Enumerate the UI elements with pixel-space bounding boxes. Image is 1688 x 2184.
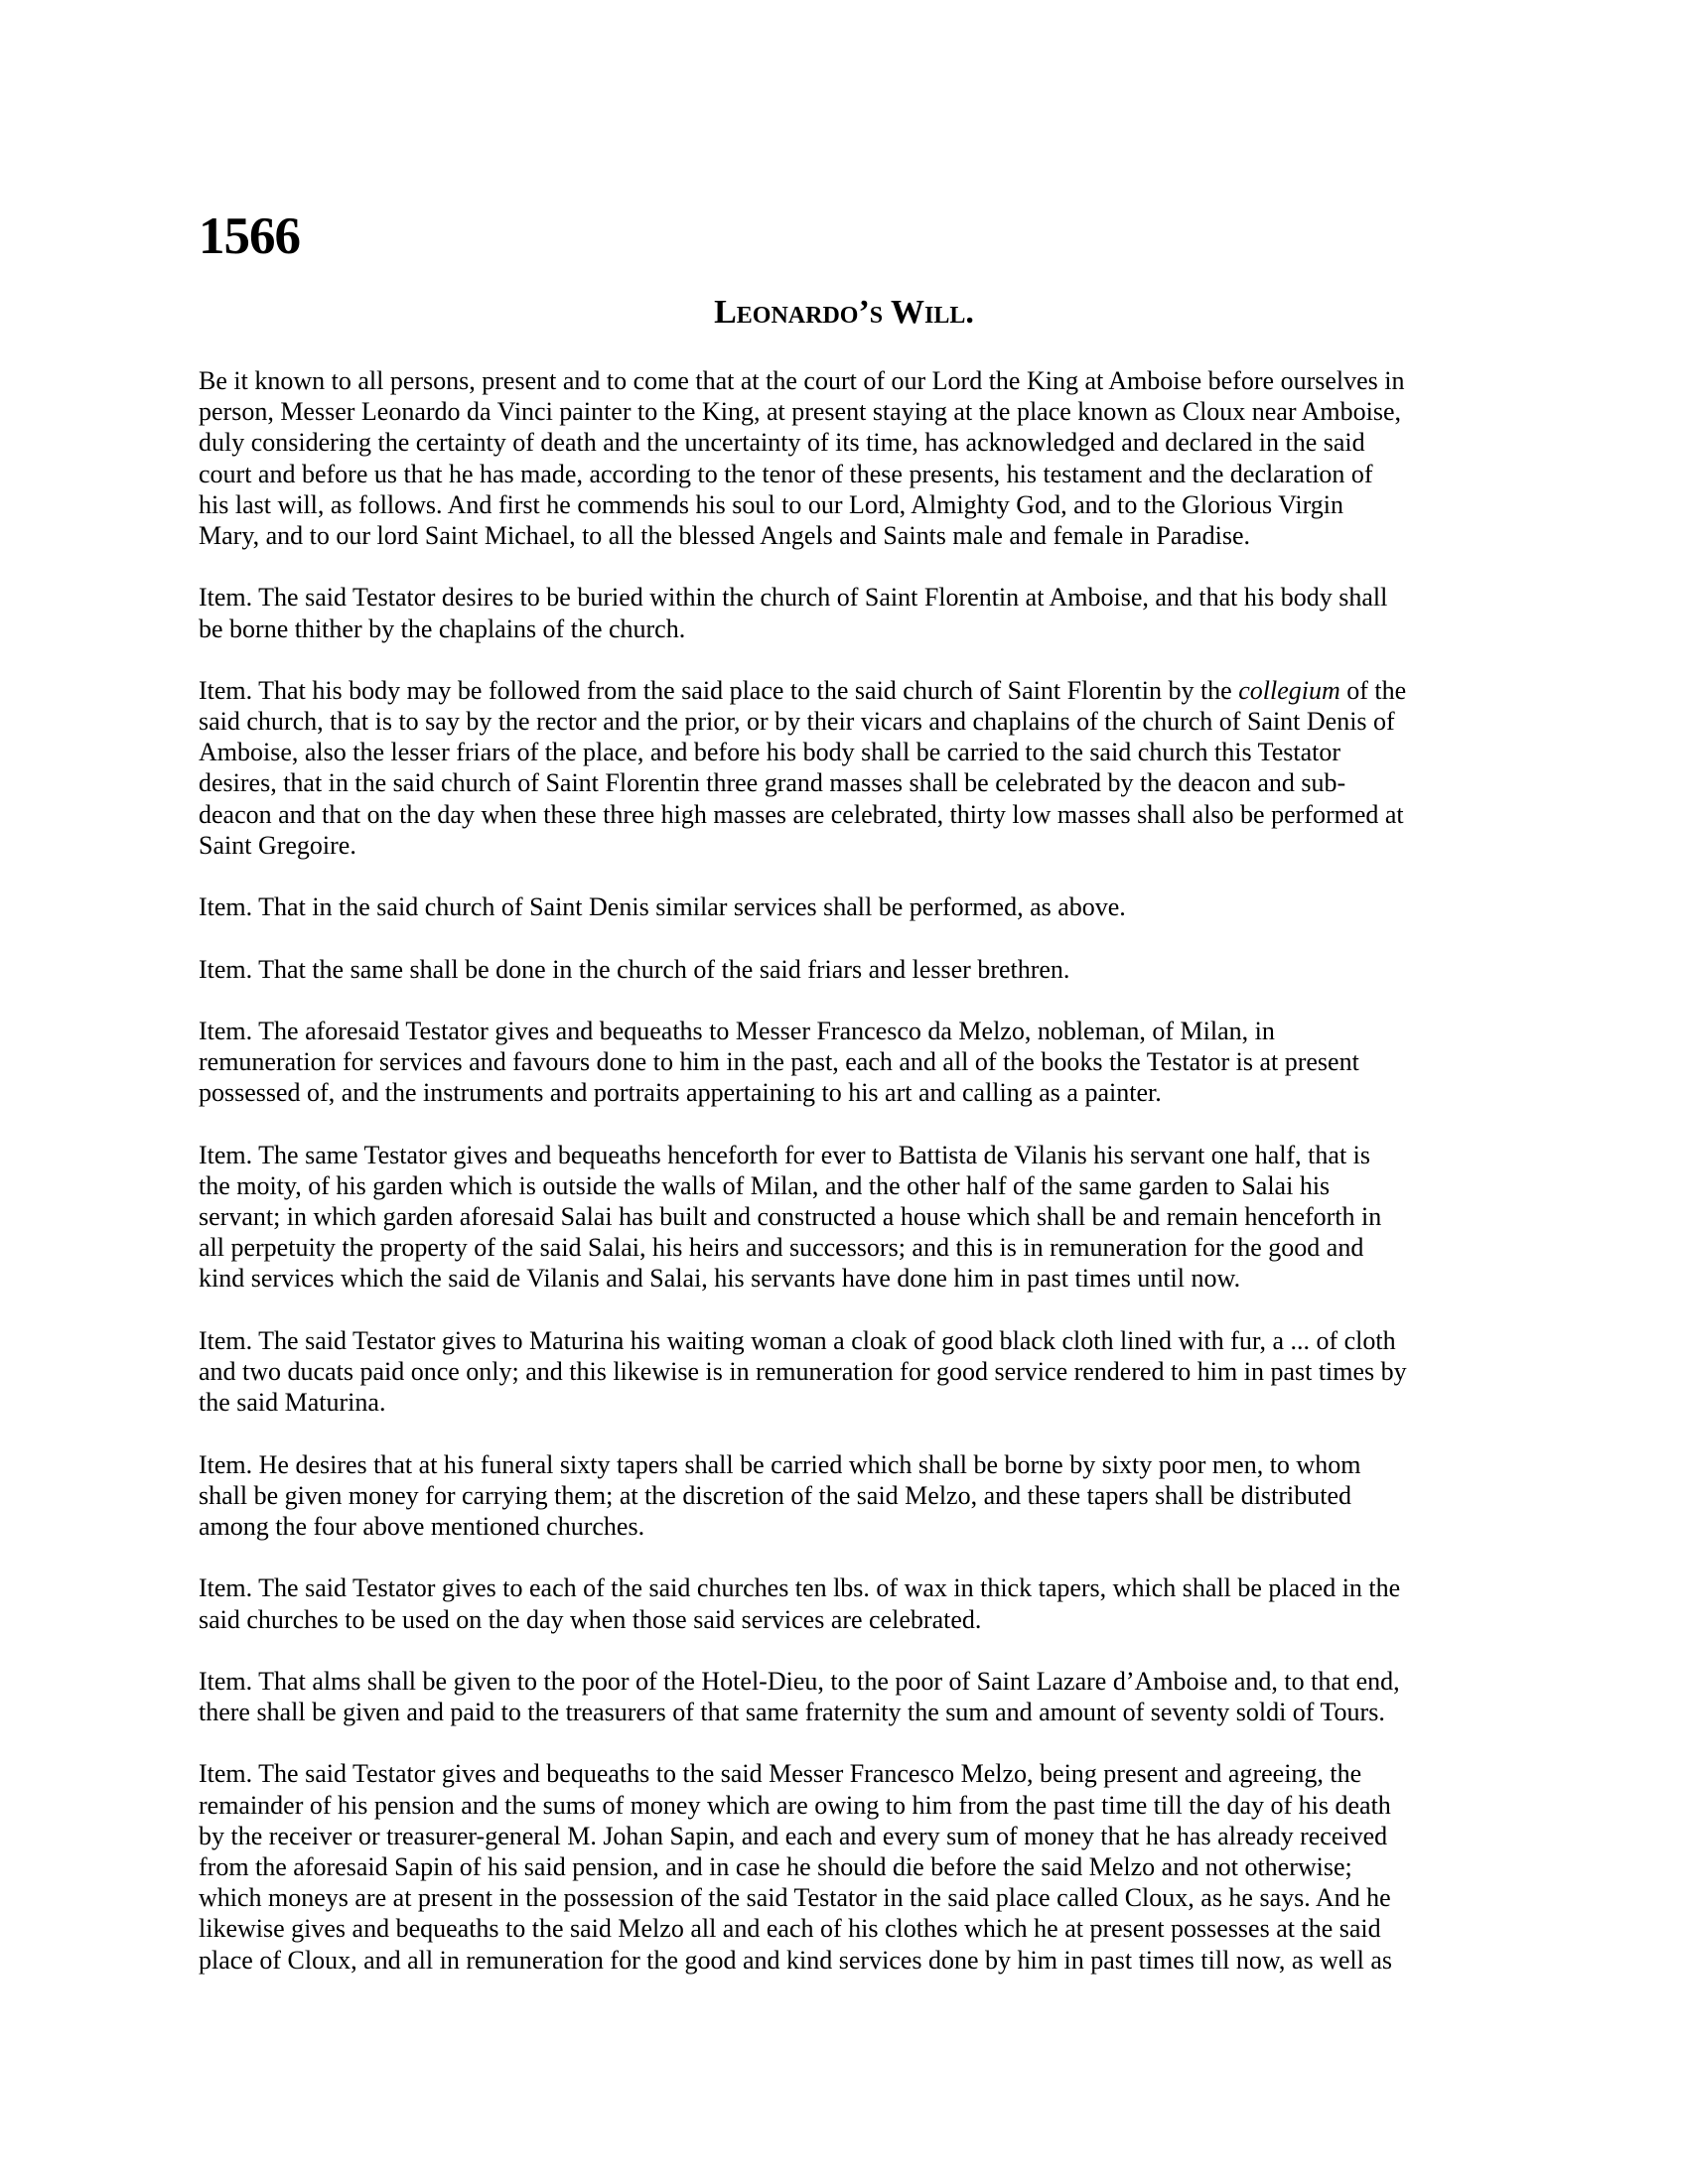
text-line: and two ducats paid once only; and this likewise is in remuneration for good service rendered to him in past times by bbox=[199, 1357, 1407, 1386]
text-line: be borne thither by the chaplains of the church. bbox=[199, 614, 686, 643]
text-line: which moneys are at present in the possession of the said Testator in the said place called Cloux, as he says. And he bbox=[199, 1883, 1391, 1913]
text-line: shall be given money for carrying them; at the discretion of the said Melzo, and these tapers shall be distributed bbox=[199, 1480, 1351, 1510]
text-line: the said Maturina. bbox=[199, 1388, 386, 1418]
text-line: all perpetuity the property of the said Salai, his heirs and successors; and this is in remuneration for the good and bbox=[199, 1233, 1364, 1263]
paragraph bbox=[199, 1016, 1499, 1109]
text-line: said church, that is to say by the rector and the prior, or by their vicars and chaplains of the church of Saint Denis of bbox=[199, 707, 1395, 737]
paragraph bbox=[199, 1666, 1499, 1727]
text-line: remuneration for services and favours done to him in the past, each and all of the books the Testator is at present bbox=[199, 1047, 1359, 1077]
text-line: Saint Gregoire. bbox=[199, 830, 356, 860]
text-line: by the receiver or treasurer-general M. Johan Sapin, and each and every sum of money that he has already received bbox=[199, 1821, 1388, 1850]
paragraph bbox=[199, 1449, 1499, 1543]
year-heading: 1566 bbox=[199, 207, 300, 265]
text-line: the moity, of his garden which is outside the walls of Milan, and the other half of the same garden to Salai his bbox=[199, 1170, 1331, 1200]
document-body bbox=[199, 365, 1499, 2006]
text-line: Item. The same Testator gives and bequeaths henceforth for ever to Battista de Vilanis his servant one half, that is bbox=[199, 1140, 1371, 1169]
text-line: desires, that in the said church of Saint Florentin three grand masses shall be celebrated by the deacon and sub- bbox=[199, 768, 1346, 798]
text-line: person, Messer Leonardo da Vinci painter to the King, at present staying at the place known as Cloux near Amboise, bbox=[199, 397, 1401, 427]
text-line: duly considering the certainty of death and the uncertainty of its time, has acknowledged and declared in the said bbox=[199, 428, 1365, 458]
text-line: among the four above mentioned churches. bbox=[199, 1511, 645, 1541]
italic-term: collegium bbox=[1238, 675, 1340, 705]
paragraph bbox=[199, 365, 1499, 551]
text-line bbox=[199, 675, 1499, 706]
text-line: Mary, and to our lord Saint Michael, to all the blessed Angels and Saints male and female in Paradise. bbox=[199, 520, 1251, 550]
text-line: from the aforesaid Sapin of his said pension, and in case he should die before the said Melzo and not otherwise; bbox=[199, 1852, 1352, 1881]
text-line: Item. The aforesaid Testator gives and bequeaths to Messer Francesco da Melzo, nobleman, of Milan, in bbox=[199, 1016, 1275, 1045]
text-segment: of the bbox=[1339, 675, 1407, 705]
text-line: said churches to be used on the day when those said services are celebrated. bbox=[199, 1604, 982, 1634]
paragraph bbox=[199, 891, 1499, 922]
paragraph bbox=[199, 1758, 1499, 1975]
text-line: Item. That in the said church of Saint Denis similar services shall be performed, as above. bbox=[199, 892, 1126, 922]
text-line: place of Cloux, and all in remuneration for the good and kind services done by him in past times till now, as well as bbox=[199, 1945, 1392, 1975]
text-line: Item. That alms shall be given to the poor of the Hotel-Dieu, to the poor of Saint Lazare d’Amboise and, to that end, bbox=[199, 1666, 1400, 1696]
text-line: Item. The said Testator gives to Maturina his waiting woman a cloak of good black cloth lined with fur, a ... of cloth bbox=[199, 1325, 1396, 1355]
text-segment: Item. That his body may be followed from the said place to the said church of Saint Florentin by the bbox=[199, 675, 1239, 705]
paragraph bbox=[199, 582, 1499, 643]
text-line: servant; in which garden aforesaid Salai has built and constructed a house which shall be and remain henceforth in bbox=[199, 1202, 1382, 1232]
text-line: there shall be given and paid to the treasurers of that same fraternity the sum and amount of seventy soldi of Tours. bbox=[199, 1698, 1385, 1727]
document-title-text: Leonardo’s Will. bbox=[714, 294, 974, 331]
text-line: likewise gives and bequeaths to the said Melzo all and each of his clothes which he at present possesses at the said bbox=[199, 1914, 1381, 1944]
text-line: Item. The said Testator gives and bequeaths to the said Messer Francesco Melzo, being present and agreeing, the bbox=[199, 1759, 1362, 1789]
text-line: possessed of, and the instruments and portraits appertaining to his art and calling as a painter. bbox=[199, 1078, 1162, 1108]
text-line: deacon and that on the day when these three high masses are celebrated, thirty low masses shall also be performed at bbox=[199, 799, 1404, 829]
text-line: kind services which the said de Vilanis and Salai, his servants have done him in past times until now. bbox=[199, 1264, 1241, 1294]
text-line: Be it known to all persons, present and to come that at the court of our Lord the King at Amboise before ourselves in bbox=[199, 366, 1405, 395]
paragraph bbox=[199, 1140, 1499, 1295]
text-line: Item. The said Testator gives to each of the said churches ten lbs. of wax in thick tapers, which shall be placed in the bbox=[199, 1573, 1401, 1603]
document-title bbox=[0, 296, 1688, 330]
paragraph bbox=[199, 954, 1499, 985]
text-line: Amboise, also the lesser friars of the place, and before his body shall be carried to the said church this Testator bbox=[199, 738, 1341, 767]
text-line: Item. The said Testator desires to be buried within the church of Saint Florentin at Amboise, and that his body shall bbox=[199, 583, 1388, 613]
paragraph bbox=[199, 675, 1499, 861]
text-line: remainder of his pension and the sums of money which are owing to him from the past time till the day of his death bbox=[199, 1790, 1391, 1820]
paragraph bbox=[199, 1325, 1499, 1419]
text-line: Item. He desires that at his funeral sixty tapers shall be carried which shall be borne by sixty poor men, to whom bbox=[199, 1449, 1361, 1479]
text-line: court and before us that he has made, according to the tenor of these presents, his testament and the declaration of bbox=[199, 459, 1373, 488]
text-line: Item. That the same shall be done in the church of the said friars and lesser brethren. bbox=[199, 954, 1070, 984]
text-line: his last will, as follows. And first he commends his soul to our Lord, Almighty God, and to the Glorious Virgin bbox=[199, 489, 1343, 519]
paragraph bbox=[199, 1572, 1499, 1634]
